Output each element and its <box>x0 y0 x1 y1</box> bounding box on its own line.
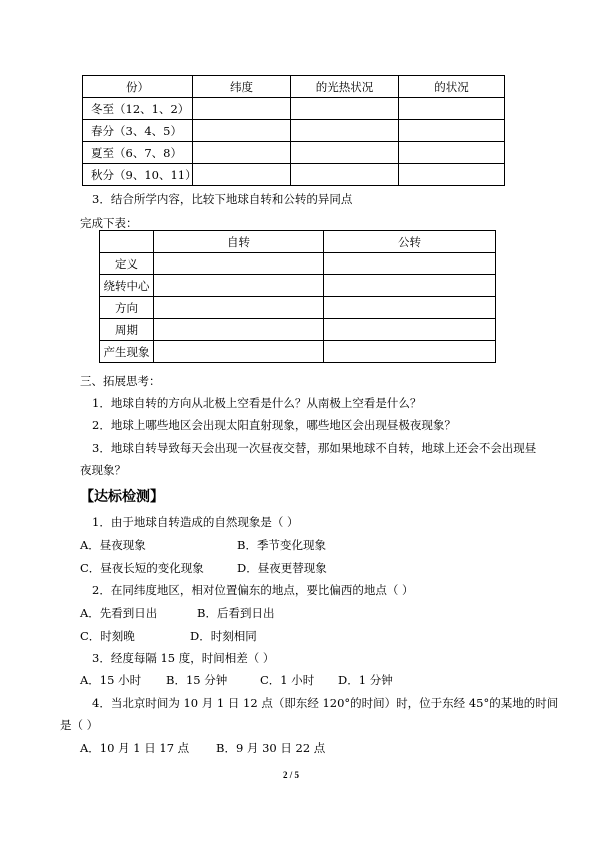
row-label: 冬至（12、1、2） <box>83 98 193 120</box>
table-cell <box>154 297 324 319</box>
row-label: 春分（3、4、5） <box>83 120 193 142</box>
think-item: 2．地球上哪些地区会出现太阳直射现象，哪些地区会出现昼极夜现象？ <box>92 418 456 432</box>
table-cell <box>193 164 291 186</box>
rotation-revolution-table <box>99 230 496 363</box>
table-cell <box>324 253 496 275</box>
question-text: 3．经度每隔 15 度，时间相差（ ） <box>92 651 275 665</box>
table-cell <box>399 120 505 142</box>
table-cell <box>291 142 399 164</box>
test-heading: 【达标检测】 <box>80 489 164 505</box>
table-header-cell: 份） <box>83 76 193 98</box>
table-row <box>100 297 496 319</box>
question-text: 1．由于地球自转造成的自然现象是（ ） <box>92 515 299 529</box>
think-item: 1．地球自转的方向从北极上空看是什么？从南极上空看是什么？ <box>92 396 422 410</box>
table-row <box>100 341 496 363</box>
table-row <box>83 98 505 120</box>
table-cell <box>154 341 324 363</box>
option-a: A．昼夜现象 <box>80 538 146 552</box>
option-b: B．15 分钟 <box>166 673 228 687</box>
table-header-cell <box>100 231 154 253</box>
option-d: D．1 分钟 <box>338 673 393 687</box>
row-label: 方向 <box>100 297 154 319</box>
section-heading: 三、拓展思考： <box>80 374 161 388</box>
table-row <box>100 275 496 297</box>
row-label: 夏至（6、7、8） <box>83 142 193 164</box>
option-c: C．1 小时 <box>260 673 315 687</box>
table-cell <box>324 297 496 319</box>
row-label: 绕转中心 <box>100 275 154 297</box>
row-label: 周期 <box>100 319 154 341</box>
seasons-table <box>82 75 505 186</box>
table-header-cell: 的光热状况 <box>291 76 399 98</box>
question-text: 4．当北京时间为 10 月 1 日 12 点（即东经 120°的时间）时，位于东经 45°的某地的时间 <box>92 696 559 710</box>
table-cell <box>399 164 505 186</box>
table-cell <box>193 98 291 120</box>
table-cell <box>154 275 324 297</box>
table-cell <box>324 275 496 297</box>
option-d: D．时刻相同 <box>190 629 257 643</box>
question-text-continuation: 是（ ） <box>60 718 99 732</box>
option-d: D．昼夜更替现象 <box>237 561 327 575</box>
row-label: 定义 <box>100 253 154 275</box>
table-row <box>83 164 505 186</box>
table-cell <box>399 142 505 164</box>
table-row <box>83 142 505 164</box>
table-header-cell: 自转 <box>154 231 324 253</box>
table-cell <box>193 142 291 164</box>
table-cell <box>324 319 496 341</box>
table-cell <box>154 319 324 341</box>
table-row <box>100 253 496 275</box>
table-cell <box>291 120 399 142</box>
row-label: 秋分（9、10、11） <box>83 164 193 186</box>
option-a: A．15 小时 <box>80 673 142 687</box>
complete-table-instruction: 完成下表： <box>80 216 138 230</box>
table-cell <box>399 98 505 120</box>
option-b: B．后看到日出 <box>197 606 275 620</box>
option-b: B．9 月 30 日 22 点 <box>216 741 326 755</box>
option-c: C．昼夜长短的变化现象 <box>80 561 204 575</box>
table-row <box>83 120 505 142</box>
question-3-text: 3．结合所学内容，比较下地球自转和公转的异同点 <box>92 192 353 206</box>
table-cell <box>291 164 399 186</box>
table-cell <box>193 120 291 142</box>
question-text: 2．在同纬度地区，相对位置偏东的地点，要比偏西的地点（ ） <box>92 583 414 597</box>
think-item-continuation: 夜现象？ <box>80 463 126 477</box>
table-cell <box>324 341 496 363</box>
table-header-cell: 公转 <box>324 231 496 253</box>
page-number: 2 / 5 <box>283 770 300 780</box>
option-c: C．时刻晚 <box>80 629 135 643</box>
option-a: A．10 月 1 日 17 点 <box>80 741 190 755</box>
option-a: A．先看到日出 <box>80 606 158 620</box>
row-label: 产生现象 <box>100 341 154 363</box>
table-row <box>100 319 496 341</box>
think-item: 3．地球自转导致每天会出现一次昼夜交替，那如果地球不自转，地球上还会不会出现昼 <box>92 441 537 455</box>
option-b: B．季节变化现象 <box>237 538 326 552</box>
table-cell <box>154 253 324 275</box>
table-cell <box>291 98 399 120</box>
table-header-cell: 的状况 <box>399 76 505 98</box>
table-header-cell: 纬度 <box>193 76 291 98</box>
